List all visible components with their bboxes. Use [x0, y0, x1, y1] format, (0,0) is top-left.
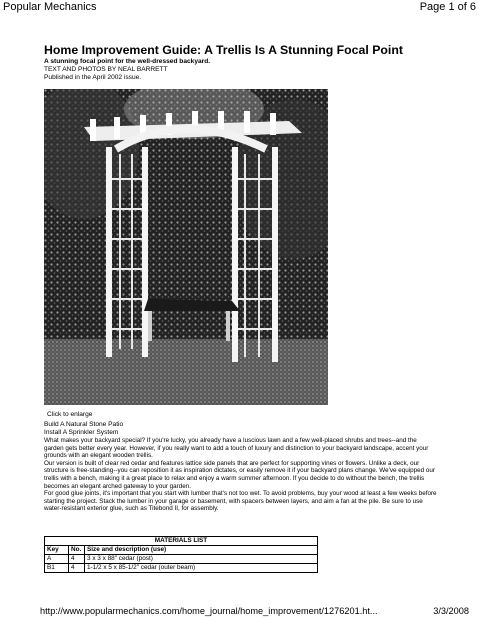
paragraph: For good glue joints, it's important that you start with lumber that's not too wet. To avoid problems, buy your wood at least a few weeks before starting the project. Stack the lumber in your garage or basement, with spacers between layers, and aim a fan at the pile. Be sure to use water-resistant exterior glue, such as Titebond II, for assembly. [44, 490, 437, 513]
page-number: Page 1 of 6 [419, 1, 476, 13]
cell-description: 3 x 3 x 88" cedar (post) [85, 555, 318, 564]
materials-table [44, 536, 318, 573]
article-byline: TEXT AND PHOTOS BY NEAL BARRETT [44, 66, 168, 73]
article-title: Home Improvement Guide: A Trellis Is A Stunning Focal Point [44, 43, 403, 57]
publish-note: Published in the April 2002 issue. [44, 74, 142, 81]
site-name: Popular Mechanics [3, 1, 97, 13]
article-subtitle: A stunning focal point for the well-dressed backyard. [44, 58, 211, 65]
click-to-enlarge-link[interactable]: Click to enlarge [47, 411, 93, 418]
cell-no: 4 [69, 555, 85, 564]
cell-key: A [45, 555, 69, 564]
footer-url: http://www.popularmechanics.com/home_journal/home_improvement/1276201.ht... [40, 606, 378, 616]
materials-caption: MATERIALS LIST [45, 537, 318, 546]
trellis-photo[interactable] [44, 89, 328, 405]
column-header-key: Key [45, 546, 69, 555]
related-link-sprinkler[interactable]: Install A Sprinkler System [44, 429, 119, 436]
cell-key: B1 [45, 564, 69, 573]
footer-date: 3/3/2008 [433, 606, 469, 616]
table-row [45, 555, 318, 564]
cell-no: 4 [69, 564, 85, 573]
article-body [44, 437, 437, 513]
column-header-no: No. [69, 546, 85, 555]
paragraph: Our version is built of clear red cedar and features lattice side panels that are perfect for supporting vines or flowers. Unlike a deck, our structure is free-standing--you can reposition it as inspiration dictates, or easily remove it if your backyard plans change. We've equipped our trellis with a bench, making it a great place to relax and enjoy a warm summer afternoon. If you decide to do without the bench, the trellis becomes an elegant arched gateway to your garden. [44, 459, 435, 490]
column-header-size: Size and description (use) [85, 546, 318, 555]
cell-description: 1-1/2 x 5 x 85-1/2" cedar (outer beam) [85, 564, 318, 573]
related-link-stone-patio[interactable]: Build A Natural Stone Patio [44, 421, 124, 428]
paragraph: What makes your backyard special? If you're lucky, you already have a luscious lawn and a few well-placed shrubs and trees--and the garden gets better every year. However, if you really want to add a touch of luxury and distinction to your backyard landscape, accent your grounds with an elegant wooden trellis. [44, 437, 429, 460]
table-row [45, 564, 318, 573]
